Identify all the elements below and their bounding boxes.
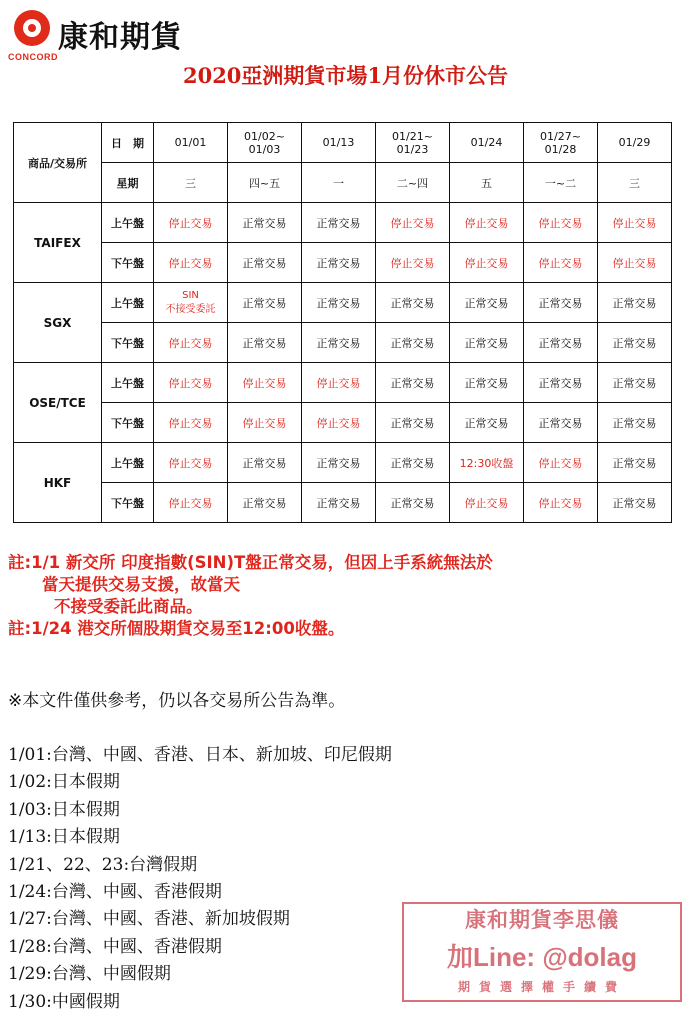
- holiday-item: 1/13:日本假期: [8, 827, 120, 848]
- status-cell: 停止交易: [154, 203, 228, 243]
- table-row: [14, 363, 672, 403]
- watermark-stamp: [402, 902, 682, 1002]
- exchange-name: OSE/TCE: [14, 363, 102, 443]
- disclaimer: ※本文件僅供參考，仍以各交易所公告為準。: [8, 691, 346, 711]
- date-header-cell: 01/13: [302, 123, 376, 163]
- weekday-cell: 五: [450, 163, 524, 203]
- status-cell: 停止交易: [376, 243, 450, 283]
- weekday-cell: 四~五: [228, 163, 302, 203]
- holiday-item: 1/01:台灣、中國、香港、日本、新加坡、印尼假期: [8, 745, 392, 765]
- exchange-name: HKF: [14, 443, 102, 523]
- status-cell: 正常交易: [302, 283, 376, 323]
- status-cell: 停止交易: [524, 203, 598, 243]
- holiday-schedule-table: [13, 122, 672, 523]
- status-cell: 正常交易: [376, 283, 450, 323]
- status-cell: 正常交易: [598, 443, 672, 483]
- status-cell: 停止交易: [302, 363, 376, 403]
- weekday-row: [14, 163, 672, 203]
- status-cell: 正常交易: [376, 483, 450, 523]
- weekday-cell: 一~二: [524, 163, 598, 203]
- weekday-cell: 一: [302, 163, 376, 203]
- status-cell: 正常交易: [598, 403, 672, 443]
- status-cell: 停止交易: [450, 483, 524, 523]
- status-cell: 停止交易: [598, 243, 672, 283]
- table-row: [14, 403, 672, 443]
- date-header-cell: 01/01: [154, 123, 228, 163]
- status-cell: 正常交易: [524, 403, 598, 443]
- note-line-1: 註:1/1 新交所 印度指數(SIN)T盤正常交易，但因上手系統無法於: [8, 553, 493, 572]
- status-cell: 12:30收盤: [450, 443, 524, 483]
- status-cell: 停止交易: [376, 203, 450, 243]
- weekday-cell: 二~四: [376, 163, 450, 203]
- holiday-item: 1/24:台灣、中國、香港假期: [8, 882, 222, 903]
- table-row: [14, 203, 672, 243]
- watermark-line-3: 期貨選擇權手續費: [457, 980, 626, 994]
- holiday-item: 1/27:台灣、中國、香港、新加坡假期: [8, 909, 290, 930]
- status-cell: 停止交易: [154, 483, 228, 523]
- date-header-cell: 01/29: [598, 123, 672, 163]
- status-cell: 正常交易: [302, 483, 376, 523]
- holiday-item: 1/02:日本假期: [8, 772, 120, 793]
- holiday-item: 1/30:中國假期: [8, 991, 120, 1012]
- status-cell: SIN 不接受委託: [154, 283, 228, 323]
- status-cell: 正常交易: [228, 283, 302, 323]
- page-title: 2020亞洲期貨市場1月份休市公告: [182, 63, 509, 88]
- status-cell: 停止交易: [228, 363, 302, 403]
- status-cell: 正常交易: [598, 363, 672, 403]
- date-header-cell: 01/27~ 01/28: [524, 123, 598, 163]
- status-cell: 正常交易: [450, 363, 524, 403]
- status-cell: 停止交易: [302, 403, 376, 443]
- table-row: [14, 443, 672, 483]
- exchange-name: SGX: [14, 283, 102, 363]
- weekday-cell: 三: [154, 163, 228, 203]
- watermark-line-1: 康和期貨李思儀: [465, 908, 619, 932]
- status-cell: 停止交易: [154, 243, 228, 283]
- status-cell: 停止交易: [228, 403, 302, 443]
- exchange-name: TAIFEX: [14, 203, 102, 283]
- holiday-item: 1/29:台灣、中國假期: [8, 964, 171, 985]
- status-cell: 正常交易: [302, 243, 376, 283]
- note-line-4: 註:1/24 港交所個股期貨交易至12:00收盤。: [8, 619, 345, 638]
- company-logo: [6, 8, 226, 64]
- status-cell: 正常交易: [524, 363, 598, 403]
- table-row: [14, 283, 672, 323]
- concord-logo-icon: [14, 10, 50, 46]
- status-cell: 正常交易: [228, 323, 302, 363]
- date-header-cell: 01/21~ 01/23: [376, 123, 450, 163]
- date-label: 日 期: [102, 123, 154, 163]
- status-cell: 正常交易: [302, 443, 376, 483]
- holiday-item: 1/21、22、23:台灣假期: [8, 854, 198, 875]
- table-row: [14, 483, 672, 523]
- date-header-cell: 01/24: [450, 123, 524, 163]
- status-cell: 正常交易: [598, 323, 672, 363]
- status-cell: 正常交易: [376, 443, 450, 483]
- status-cell: 正常交易: [228, 443, 302, 483]
- logo-subtext: CONCORD: [8, 52, 58, 62]
- status-cell: 正常交易: [376, 323, 450, 363]
- holiday-item: 1/03:日本假期: [8, 799, 120, 820]
- session-label: 下午盤: [102, 483, 154, 523]
- status-cell: 正常交易: [376, 403, 450, 443]
- session-label: 上午盤: [102, 203, 154, 243]
- session-label: 下午盤: [102, 243, 154, 283]
- status-cell: 正常交易: [376, 363, 450, 403]
- session-label: 下午盤: [102, 323, 154, 363]
- status-cell: 正常交易: [228, 483, 302, 523]
- status-cell: 停止交易: [524, 243, 598, 283]
- corner-label: 商品/交易所: [14, 123, 102, 203]
- holiday-item: 1/28:台灣、中國、香港假期: [8, 936, 222, 957]
- status-cell: 正常交易: [450, 323, 524, 363]
- status-cell: 停止交易: [154, 323, 228, 363]
- status-cell: 停止交易: [450, 203, 524, 243]
- status-cell: 停止交易: [154, 443, 228, 483]
- status-cell: 正常交易: [228, 243, 302, 283]
- date-header-row: [14, 123, 672, 163]
- table-row: [14, 323, 672, 363]
- status-cell: 停止交易: [598, 203, 672, 243]
- status-cell: 停止交易: [524, 443, 598, 483]
- weekday-cell: 三: [598, 163, 672, 203]
- table-row: [14, 243, 672, 283]
- weekday-label: 星期: [102, 163, 154, 203]
- status-cell: 正常交易: [524, 283, 598, 323]
- status-cell: 正常交易: [450, 283, 524, 323]
- logo-name: 康和期貨: [58, 20, 182, 55]
- status-cell: 正常交易: [228, 203, 302, 243]
- status-cell: 停止交易: [154, 363, 228, 403]
- status-cell: 正常交易: [598, 283, 672, 323]
- session-label: 下午盤: [102, 403, 154, 443]
- notes-block: [8, 552, 688, 640]
- session-label: 上午盤: [102, 283, 154, 323]
- status-cell: 停止交易: [450, 243, 524, 283]
- status-cell: 正常交易: [302, 203, 376, 243]
- status-cell: 正常交易: [524, 323, 598, 363]
- note-line-3: 不接受委託此商品。: [54, 597, 203, 616]
- session-label: 上午盤: [102, 443, 154, 483]
- status-cell: 停止交易: [154, 403, 228, 443]
- status-cell: 停止交易: [524, 483, 598, 523]
- note-line-2: 當天提供交易支援，故當天: [42, 575, 240, 594]
- holiday-list: [8, 742, 392, 1016]
- status-cell: 正常交易: [450, 403, 524, 443]
- status-cell: 正常交易: [598, 483, 672, 523]
- session-label: 上午盤: [102, 363, 154, 403]
- date-header-cell: 01/02~ 01/03: [228, 123, 302, 163]
- watermark-line-2: 加Line: @dolag: [446, 942, 637, 972]
- status-cell: 正常交易: [302, 323, 376, 363]
